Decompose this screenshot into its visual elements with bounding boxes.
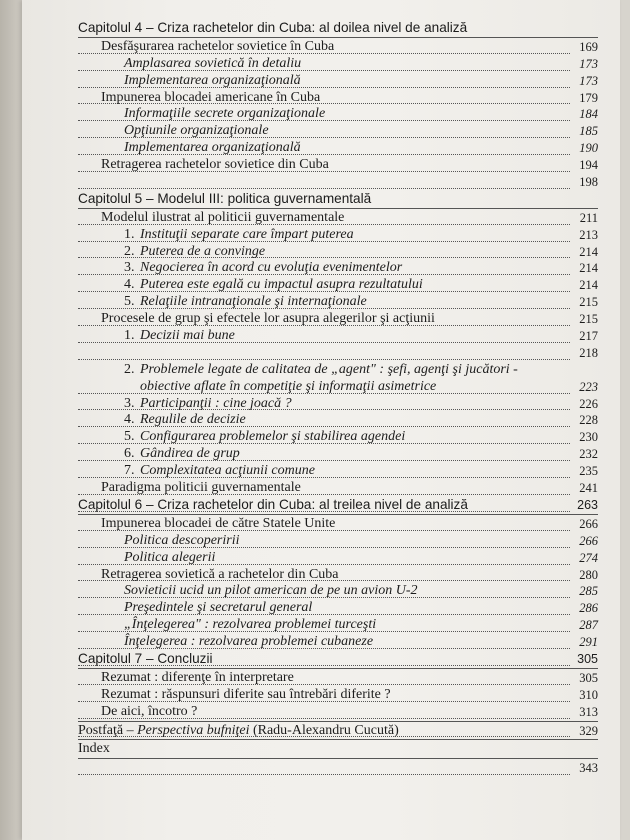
toc-entry-title: Capitolul 5 – Modelul III: politica guvernamentală: [78, 190, 372, 206]
toc-entry: [78, 723, 598, 740]
toc-entry: [78, 106, 598, 123]
toc-page-number: 291: [579, 635, 598, 650]
toc-page-number: 173: [579, 56, 598, 71]
toc-entry-title: Problemele legate de calitatea de „agent" : şefi, agenţi şi jucători -: [140, 361, 518, 377]
toc-page-number: 198: [579, 175, 598, 190]
toc-page-number: 263: [577, 497, 598, 512]
toc-entry: [78, 516, 598, 533]
toc-page-number: 241: [579, 481, 598, 496]
toc-entry: [78, 741, 598, 758]
toc-entry-title: obiective aflate în competiţie şi informaţii asimetrice: [140, 378, 437, 394]
toc-entry-title: Complexitatea acţiunii comune: [140, 463, 315, 479]
toc-entry-title: Perspectiva bufniţei: [137, 722, 250, 738]
toc-entry-title: Regulile de decizie: [140, 412, 246, 428]
toc-entry-title: Înţelegerea : rezolvarea problemei cubaneze: [124, 634, 374, 650]
toc-entry-title: Politica alegerii: [124, 549, 216, 565]
toc-entry-number: 1.: [124, 328, 135, 344]
toc-page-number: 287: [579, 618, 598, 633]
toc-entry: [78, 760, 598, 777]
toc-entry: [78, 260, 598, 277]
dot-leader: [78, 188, 570, 189]
toc-entry: [78, 567, 598, 584]
toc-entry: [78, 90, 598, 107]
toc-entry-number: 5.: [124, 294, 135, 310]
toc-entry-title: Preşedintele şi secretarul general: [124, 600, 313, 616]
toc-entry: [78, 583, 598, 600]
toc-entry: [78, 463, 598, 480]
toc-entry: [78, 311, 598, 328]
toc-entry: [78, 39, 598, 56]
toc-entry-title: Participanţii : cine joacă ?: [140, 395, 292, 411]
toc-page-number: 286: [579, 601, 598, 616]
toc-page-number: 343: [579, 761, 598, 776]
toc-page-number: 305: [577, 651, 598, 666]
toc-entry-title: Retragerea rachetelor sovietice din Cuba: [101, 157, 329, 173]
toc-page-number: 190: [579, 141, 598, 156]
toc-page-number: 235: [579, 464, 598, 479]
toc-entry-title: Gândirea de grup: [140, 446, 240, 462]
toc-entry-title: Implementarea organizaţională: [124, 72, 301, 88]
toc-entry: [78, 634, 598, 651]
toc-page-number: 329: [579, 723, 598, 738]
toc-page-number: 274: [579, 550, 598, 565]
toc-entry: [78, 277, 598, 294]
toc-page-number: 266: [579, 516, 598, 531]
toc-entry-title: Modelul ilustrat al politicii guvernamentale: [101, 209, 345, 225]
toc-page-number: 173: [579, 73, 598, 88]
toc-page-number: 218: [579, 345, 598, 360]
toc-entry-number: 3.: [124, 395, 135, 411]
toc-chapter-heading: [78, 497, 598, 514]
toc-entry: [78, 550, 598, 567]
toc-page-number: 223: [579, 379, 598, 394]
toc-page-number: 285: [579, 584, 598, 599]
toc-entry-title: Configurarea problemelor şi stabilirea agendei: [140, 429, 406, 445]
toc-entry: [78, 480, 598, 497]
toc-page-number: 215: [579, 295, 598, 310]
toc-entry-title: Impunerea blocadei americane în Cuba: [101, 89, 321, 105]
toc-entry: [78, 56, 598, 73]
toc-entry: [78, 600, 598, 617]
toc-page-number: 310: [579, 687, 598, 702]
toc-entry: [78, 446, 598, 463]
toc-entry: [78, 362, 598, 379]
toc-entry: [78, 294, 598, 311]
toc-entry-title: Puterea este egală cu impactul asupra rezultatului: [140, 277, 423, 293]
toc-entry: [78, 174, 598, 191]
toc-entry-title: Retragerea sovietică a rachetelor din Cuba: [101, 566, 339, 582]
toc-entry-title: Rezumat : răspunsuri diferite sau întrebări diferite ?: [101, 686, 391, 702]
toc-chapter-heading: [78, 191, 598, 208]
toc-entry-number: 6.: [124, 446, 135, 462]
toc-entry: [78, 73, 598, 90]
toc-entry-title: Puterea de a convinge: [140, 243, 266, 259]
toc-entry-title: Desfăşurarea rachetelor sovietice în Cuba: [101, 38, 335, 54]
toc-entry: [78, 345, 598, 362]
toc-entry-number: 4.: [124, 412, 135, 428]
toc-entry-title: Politica descoperirii: [124, 532, 240, 548]
toc-entry: [78, 210, 598, 227]
toc-page-number: 185: [579, 124, 598, 139]
toc-entry-number: 1.: [124, 226, 135, 242]
toc-entry-title: Sovieticii ucid un pilot american de pe un avion U-2: [124, 583, 418, 599]
toc-entry-author: (Radu-Alexandru Cucută): [249, 722, 399, 738]
toc-page-number: 280: [579, 567, 598, 582]
book-spine: [0, 0, 22, 840]
toc-entry: [78, 140, 598, 157]
toc-entry-title: Capitolul 7 – Concluzii: [78, 650, 213, 666]
toc-entry-title: Relaţiile intranaţionale şi internaţionale: [140, 294, 367, 310]
toc-entry-title: Capitolul 6 – Criza rachetelor din Cuba: al treilea nivel de analiză: [78, 496, 468, 512]
toc-entry: [78, 617, 598, 634]
toc-entry: [78, 687, 598, 704]
toc-entry-number: 2.: [124, 361, 135, 377]
toc-page-number: 214: [579, 278, 598, 293]
toc-entry-title: De aici, încotro ?: [101, 703, 198, 719]
toc-page-number: 230: [579, 430, 598, 445]
toc-entry: [78, 328, 598, 345]
toc-entry-title: Paradigma politicii guvernamentale: [101, 480, 301, 496]
toc-page-number: 217: [579, 329, 598, 344]
toc-page-number: 214: [579, 244, 598, 259]
toc-chapter-heading: [78, 651, 598, 668]
toc-entry-title: Procesele de grup şi efectele lor asupra alegerilor şi acţiunii: [101, 311, 435, 327]
toc-entry-number: 3.: [124, 260, 135, 276]
toc-page-number: 169: [579, 39, 598, 54]
toc-entry-number: 5.: [124, 429, 135, 445]
toc-entry: [78, 227, 598, 244]
toc-page-number: 194: [579, 158, 598, 173]
dot-leader: [78, 774, 570, 775]
toc-entry-title: Capitolul 4 – Criza rachetelor din Cuba: al doilea nivel de analiză: [78, 20, 468, 35]
toc-entry: [78, 670, 598, 687]
toc-entry-title: Decizii mai bune: [140, 328, 235, 344]
toc-entry: [78, 396, 598, 413]
book-page: [22, 0, 620, 840]
toc-entry-label: Postfaţă –: [78, 722, 138, 738]
toc-page-number: 215: [579, 312, 598, 327]
toc-entry-title: Impunerea blocadei de către Statele Unite: [101, 515, 336, 531]
toc-page-number: 179: [579, 90, 598, 105]
toc-entry: [78, 412, 598, 429]
toc-entry-title: Instituţii separate care împart puterea: [140, 226, 354, 242]
dot-leader: [78, 359, 570, 360]
toc-chapter-heading: [78, 20, 598, 37]
toc-page-number: 305: [579, 670, 598, 685]
toc-entry: [78, 429, 598, 446]
toc-entry: [78, 533, 598, 550]
toc-page-number: 184: [579, 107, 598, 122]
toc-entry: [78, 123, 598, 140]
toc-entry-number: 7.: [124, 463, 135, 479]
toc-entry-number: 4.: [124, 277, 135, 293]
toc-page-number: 232: [579, 447, 598, 462]
toc-page-number: 211: [579, 210, 598, 225]
toc-entry-title: Negocierea în acord cu evoluţia evenimentelor: [140, 260, 403, 276]
toc-entry-title: Rezumat : diferenţe în interpretare: [101, 669, 294, 685]
toc-entry-title: „Înţelegerea" : rezolvarea problemei turceşti: [124, 617, 377, 633]
toc-page-number: 313: [579, 704, 598, 719]
toc-page-number: 266: [579, 533, 598, 548]
toc-entry-number: 2.: [124, 243, 135, 259]
toc-entry: [78, 704, 598, 721]
toc-page-number: 226: [579, 396, 598, 411]
toc-entry-title: Opţiunile organizaţionale: [124, 123, 269, 139]
toc-entry: [78, 379, 598, 396]
toc-page-number: 214: [579, 261, 598, 276]
toc-entry-title: Informaţiile secrete organizaţionale: [124, 106, 326, 122]
toc-entry-title: Amplasarea sovietică în detaliu: [124, 55, 302, 71]
toc-entry: [78, 157, 598, 174]
table-of-contents: [78, 20, 598, 777]
toc-page-number: 228: [579, 413, 598, 428]
toc-page-number: 213: [579, 227, 598, 242]
toc-entry-title: Implementarea organizaţională: [124, 140, 301, 156]
toc-entry: [78, 244, 598, 261]
toc-entry-title: Index: [78, 741, 110, 757]
